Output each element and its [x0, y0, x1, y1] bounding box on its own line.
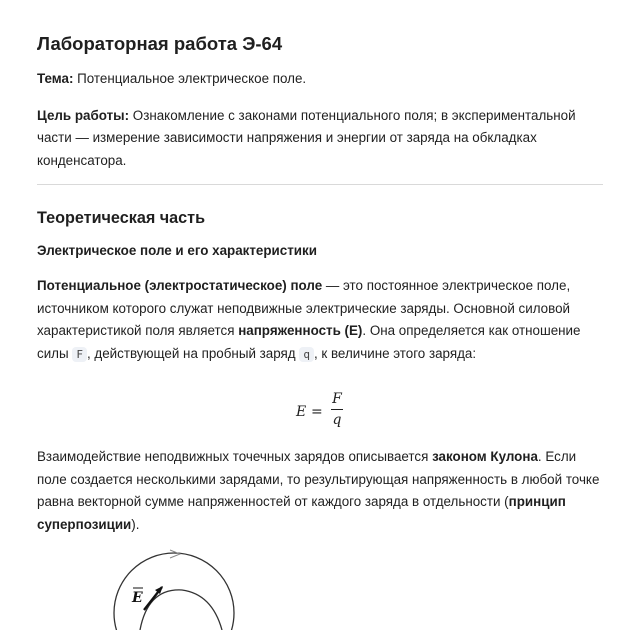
field-arrow-head — [170, 550, 180, 558]
field-vector-label: E — [132, 590, 143, 606]
superposition-text-2: . Если поле создается несколькими зарядами, то результирующая напряженность в любой точке равна векторной сумме напряженностей от каждого заряда в отдельности ( — [37, 449, 600, 509]
intro-text-2: . Она определяется как отношение силы — [37, 323, 581, 361]
intro-text-1: — это постоянное электрическое поле, источником которого служат неподвижные электрические заряды. Основной силовой характеристикой поля является — [37, 278, 571, 338]
superposition-principle-term: принцип суперпозиции — [37, 494, 566, 532]
section-divider — [37, 184, 603, 185]
intro-text-3: , действующей на пробный заряд — [86, 345, 300, 361]
superposition-paragraph — [37, 446, 603, 536]
formula-equals: = — [311, 404, 323, 420]
page-title: Лабораторная работа Э-64 — [37, 33, 283, 54]
intro-text-4: , к величине этого заряда: — [313, 345, 477, 361]
goal-label: Цель работы: — [37, 107, 130, 123]
intro-paragraph — [37, 275, 603, 366]
code-charge: q — [299, 347, 314, 362]
topic-label: Тема: — [37, 71, 74, 86]
fraction-bar — [331, 409, 343, 410]
field-strength-formula — [37, 378, 603, 442]
field-lines-diagram — [100, 540, 260, 630]
formula-lhs: E — [296, 404, 307, 420]
intro-term: Потенциальное (электростатическое) поле — [37, 278, 323, 293]
formula-denominator: q — [332, 412, 342, 428]
superposition-text-1: Взаимодействие неподвижных точечных зарядов описывается — [37, 449, 433, 464]
theory-subheading: Электрическое поле и его характеристики — [37, 243, 317, 258]
goal-text: Ознакомление с законами потенциального поля; в экспериментальной части — измерение зависимости напряжения и энергии от заряда на обкладках конденсатора. — [37, 107, 576, 168]
strength-term: напряженность (E) — [238, 323, 363, 338]
topic-paragraph — [37, 68, 603, 91]
coulomb-law-term: законом Кулона — [432, 449, 538, 464]
topic-text: Потенциальное электрическое поле. — [73, 71, 307, 86]
field-line-inner — [140, 590, 222, 630]
superposition-text-3: ). — [131, 516, 140, 532]
goal-paragraph — [37, 105, 603, 173]
code-force: F — [72, 347, 87, 362]
formula-numerator: F — [332, 391, 342, 407]
document-content — [37, 30, 603, 536]
formula-fraction — [331, 392, 343, 427]
theory-heading: Теоретическая часть — [37, 209, 206, 227]
